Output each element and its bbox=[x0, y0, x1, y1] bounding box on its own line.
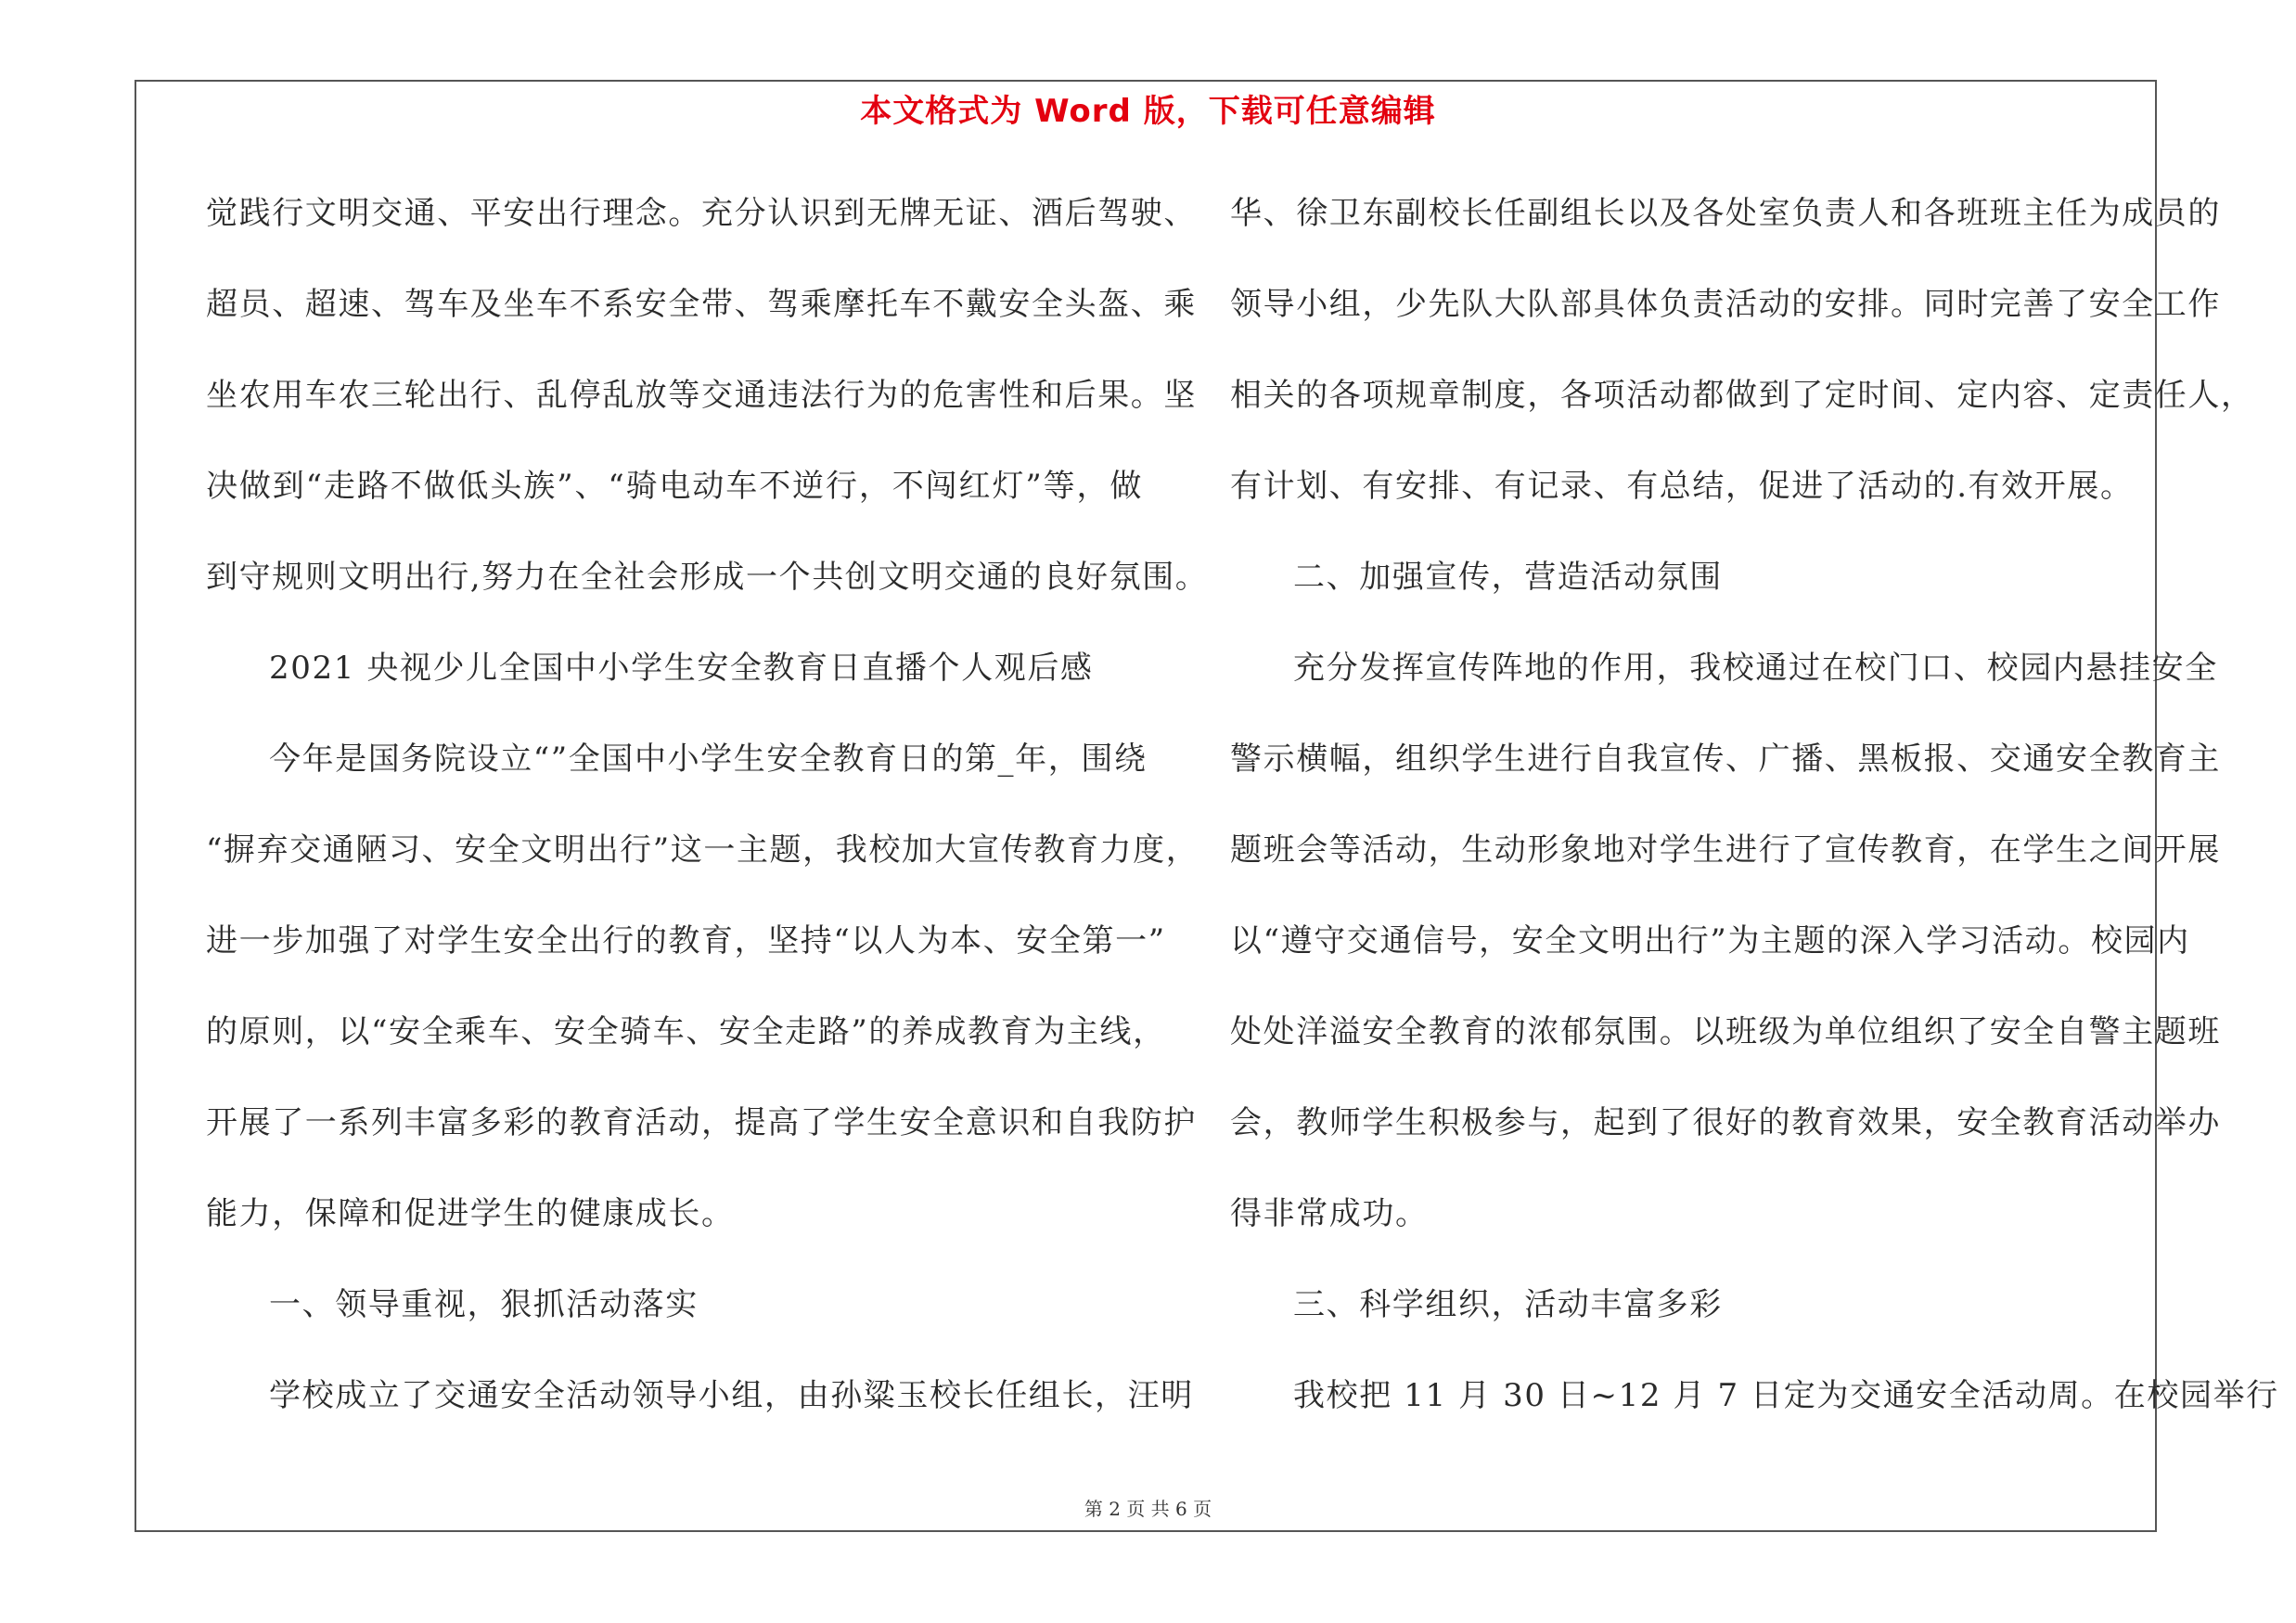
text-line: 以“遵守交通信号，安全文明出行”为主题的深入学习活动。校园内 bbox=[1230, 922, 2190, 960]
text-line: 题班会等活动，生动形象地对学生进行了宣传教育，在学生之间开展 bbox=[1230, 831, 2221, 869]
section-heading: 一、领导重视，狠抓活动落实 bbox=[269, 1286, 699, 1323]
text-line: 今年是国务院设立“”全国中小学生安全教育日的第_年，围绕 bbox=[269, 741, 1148, 778]
text-line: 进一步加强了对学生安全出行的教育，坚持“以人为本、安全第一” bbox=[206, 922, 1166, 960]
text-line: 学校成立了交通安全活动领导小组，由孙粱玉校长任组长，汪明 bbox=[269, 1377, 1194, 1414]
format-banner: 本文格式为 Word 版，下载可任意编辑 bbox=[860, 93, 1436, 130]
text-line: 华、徐卫东副校长任副组长以及各处室负责人和各班班主任为成员的 bbox=[1230, 195, 2221, 232]
text-line: 有计划、有安排、有记录、有总结，促进了活动的.有效开展。 bbox=[1230, 468, 2134, 505]
text-line: 充分发挥宣传阵地的作用，我校通过在校门口、校园内悬挂安全 bbox=[1293, 650, 2218, 687]
text-line: 超员、超速、驾车及坐车不系安全带、驾乘摩托车不戴安全头盔、乘 bbox=[206, 286, 1197, 323]
text-line: 的原则，以“安全乘车、安全骑车、安全走路”的养成教育为主线， bbox=[206, 1013, 1166, 1050]
text-line: 处处洋溢安全教育的浓郁氛围。以班级为单位组织了安全自警主题班 bbox=[1230, 1013, 2221, 1050]
section-heading: 二、加强宣传，营造活动氛围 bbox=[1293, 559, 1723, 596]
text-line: 开展了一系列丰富多彩的教育活动，提高了学生安全意识和自我防护 bbox=[206, 1104, 1197, 1141]
text-line: 警示横幅，组织学生进行自我宣传、广播、黑板报、交通安全教育主 bbox=[1230, 741, 2221, 778]
section-heading: 三、科学组织，活动丰富多彩 bbox=[1293, 1286, 1723, 1323]
text-line: 决做到“走路不做低头族”、“骑电动车不逆行，不闯红灯”等，做 bbox=[206, 468, 1143, 505]
page-number: 第 2 页 共 6 页 bbox=[1084, 1498, 1212, 1520]
left-column bbox=[206, 186, 1209, 1459]
text-line: 相关的各项规章制度，各项活动都做到了定时间、定内容、定责任人， bbox=[1230, 377, 2254, 414]
text-line: 会，教师学生积极参与，起到了很好的教育效果，安全教育活动举办 bbox=[1230, 1104, 2221, 1141]
right-column bbox=[1230, 186, 2279, 1459]
article-heading: 2021 央视少儿全国中小学生安全教育日直播个人观后感 bbox=[269, 650, 1094, 687]
text-line: “摒弃交通陋习、安全文明出行”这一主题，我校加大宣传教育力度， bbox=[206, 831, 1199, 869]
text-line: 坐农用车农三轮出行、乱停乱放等交通违法行为的危害性和后果。坚 bbox=[206, 377, 1197, 414]
text-line: 得非常成功。 bbox=[1230, 1195, 1429, 1232]
text-line: 我校把 11 月 30 日~12 月 7 日定为交通安全活动周。在校园举行 bbox=[1293, 1377, 2279, 1414]
text-line: 能力，保障和促进学生的健康成长。 bbox=[206, 1195, 735, 1232]
text-line: 领导小组，少先队大队部具体负责活动的安排。同时完善了安全工作 bbox=[1230, 286, 2221, 323]
text-line: 觉践行文明交通、平安出行理念。充分认识到无牌无证、酒后驾驶、 bbox=[206, 195, 1197, 232]
text-line: 到守规则文明出行,努力在全社会形成一个共创文明交通的良好氛围。 bbox=[206, 559, 1209, 596]
